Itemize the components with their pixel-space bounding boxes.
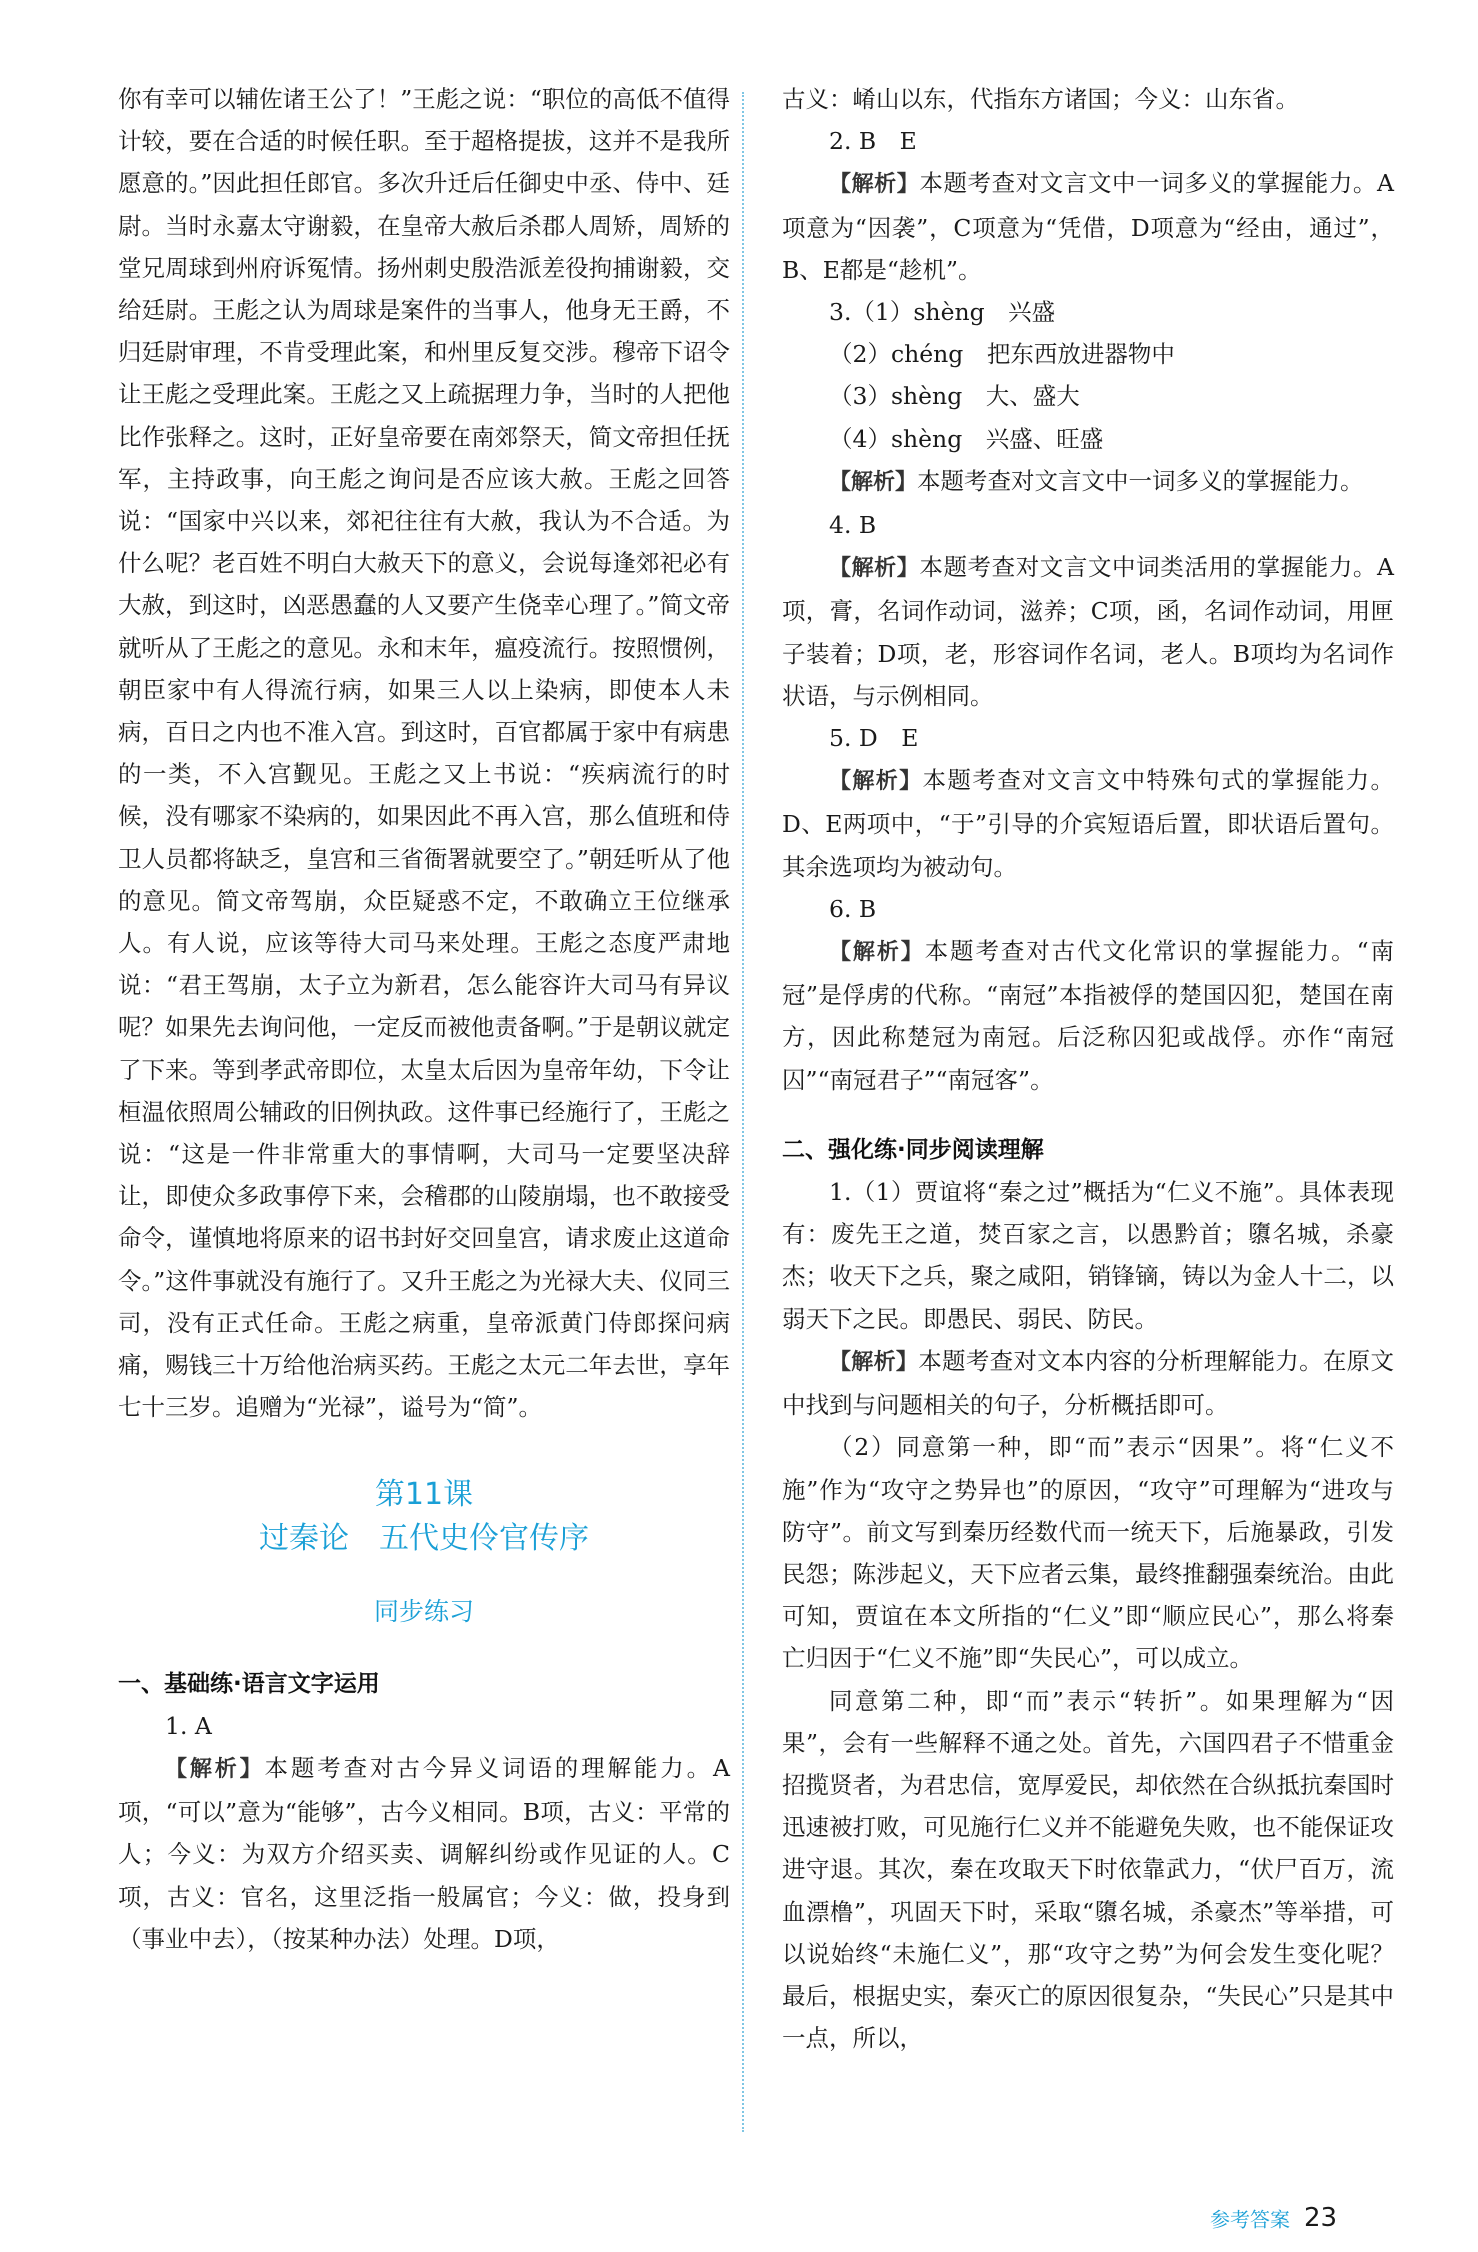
answer-1-cont: 古义：崤山以东，代指东方诸国；今义：山东省。 [782,85,1299,113]
answer-3-1: 3.（1）shèng 兴盛 [829,298,1056,327]
analysis-3 [782,460,1394,504]
section-heading-1: 一、基础练·语言文字运用 [118,1670,380,1697]
lesson-heading [118,1473,730,1633]
analysis-tag: 【解析】 [829,556,920,582]
answer-3-3: （3）shèng 大、盛大 [829,382,1080,411]
column-divider [742,92,744,2132]
answer-3-2: （2）chéng 把东西放进器物中 [829,340,1175,369]
section-heading-2: 二、强化练·同步阅读理解 [782,1136,1044,1163]
answer-6: 6. B [829,894,877,923]
passage-translation: 你有幸可以辅佐诸王公了！”王彪之说：“职位的高低不值得计较，要在合适的时候任职。至于超格提拔，这并不是我所愿意的。”因此担任郎官。多次升迁后任御史中丞、侍中、廷尉。当时永嘉太守谢毅，在皇帝大赦后杀郡人周矫，周矫的堂兄周球到州府诉冤情。扬州刺史殷浩派差役拘捕谢毅，交给廷尉。王彪之认为周球是案件的当事人，他身无王爵，不归廷尉审理，不肯受理此案，和州里反复交涉。穆帝下诏令让王彪之受理此案。王彪之又上疏据理力争，当时的人把他比作张释之。这时，正好皇帝要在南郊祭天，简文帝担任抚军，主持政事，向王彪之询问是否应该大赦。王彪之回答说：“国家中兴以来，郊祀往往有大赦，我认为不合适。为什么呢？老百姓不明白大赦天下的意义，会说每逢郊祀必有大赦，到这时，凶恶愚蠢的人又要产生侥幸心理了。”简文帝就听从了王彪之的意见。永和末年，瘟疫流行。按照惯例，朝臣家中有人得流行病，如果三人以上染病，即使本人未病，百日之内也不准入宫。到这时，百官都属于家中有病患的一类，不入宫觐见。王彪之又上书说：“疾病流行的时候，没有哪家不染病的，如果因此不再入宫，那么值班和侍卫人员都将缺乏，皇宫和三省衙署就要空了。”朝廷听从了他的意见。简文帝驾崩，众臣疑惑不定，不敢确立王位继承人。有人说，应该等待大司马来处理。王彪之态度严肃地说：“君王驾崩，太子立为新君，怎么能容许大司马有异议呢？如果先去询问他，一定反而被他责备啊。”于是朝议就定了下来。等到孝武帝即位，太皇太后因为皇帝年幼，下令让桓温依照周公辅政的旧例执政。这件事已经施行了，王彪之说：“这是一件非常重大的事情啊，大司马一定要坚决辞让，即使众多政事停下来，会稽郡的山陵崩塌，也不敢接受命令，谨慎地将原来的诏书封好交回皇宫，请求废止这道命令。”这件事就没有施行了。又升王彪之为光禄大夫、仪同三司，没有正式任命。王彪之病重，皇帝派黄门侍郎探问病痛，赐钱三十万给他治病买药。王彪之太元二年去世，享年七十三岁。追赠为“光禄”，谥号为“简”。 [118,85,730,1422]
reading-analysis-1 [782,1340,1394,1426]
analysis-2 [782,162,1394,291]
analysis-tag: 【解析】 [829,769,923,795]
footer-label: 参考答案 [1210,2207,1290,2232]
answer-5: 5. D E [829,724,919,753]
analysis-tag: 【解析】 [829,1349,919,1375]
page-number: 23 [1304,2203,1338,2233]
analysis-2-text: 本题考查对文言文中一词多义的掌握能力。A项意为“因袭”，C项意为“凭借，D项意为“经由，通过”，B、E都是“趁机”。 [782,169,1394,284]
reading-answer-3: 同意第二种，即“而”表示“转折”。如果理解为“因果”，会有一些解释不通之处。首先，六国四君子不惜重金招揽贤者，为君忠信，宽厚爱民，却依然在合纵抵抗秦国时迅速被打败，可见施行仁义并不能避免失败，也不能保证攻进守退。其次，秦在攻取天下时依靠武力，“伏尸百万，流血漂橹”，巩固天下时，采取“隳名城，杀豪杰”等举措，可以说始终“未施仁义”，那“攻守之势”为何会发生变化呢？最后，根据史实，秦灭亡的原因很复杂，“失民心”只是其中一点，所以， [782,1686,1394,2053]
left-column [118,78,730,1960]
reading-answer-2: （2）同意第一种，即“而”表示“因果”。将“仁义不施”作为“攻守之势异也”的原因，“攻守”可理解为“进攻与防守”。前文写到秦历经数代而一统天下，后施暴政，引发民怨；陈涉起义，天下应者云集，最终推翻强秦统治。由此可知，贾谊在本文所指的“仁义”即“顺应民心”，那么将秦亡归因于“仁义不施”即“失民心”，可以成立。 [782,1433,1394,1673]
answer-1: 1. A [165,1711,212,1740]
page-footer [1210,2203,1337,2233]
analysis-1-text: 本题考查对古今异义词语的理解能力。A项，“可以”意为“能够”，古今义相同。B项，古义：平常的人；今义：为双方介绍买卖、调解纠纷或作见证的人。C项，古义：官名，这里泛指一般属官；今义：做，投身到（事业中去），（按某种办法）处理。D项， [118,1753,730,1953]
answer-3-4: （4）shèng 兴盛、旺盛 [829,424,1104,453]
analysis-tag: 【解析】 [165,1756,265,1782]
sub-heading: 同步练习 [373,1596,474,1626]
analysis-1 [118,1747,730,1960]
analysis-5-text: 本题考查对文言文中特殊句式的掌握能力。D、E两项中，“于”引导的介宾短语后置，即状语后置句。其余选项均为被动句。 [782,766,1394,881]
analysis-tag: 【解析】 [829,172,920,198]
analysis-6 [782,930,1394,1101]
right-column [782,78,1394,2059]
analysis-3-text: 本题考查对文言文中一词多义的掌握能力。 [917,466,1364,495]
analysis-6-text: 本题考查对古代文化常识的掌握能力。“南冠”是俘虏的代称。“南冠”本指被俘的楚国囚犯，楚国在南方，因此称楚冠为南冠。后泛称囚犯或战俘。亦作“南冠囚”“南冠君子”“南冠客”。 [782,937,1394,1094]
reading-answer-1: 1.（1）贾谊将“秦之过”概括为“仁义不施”。具体表现有：废先王之道，焚百家之言，以愚黔首；隳名城，杀豪杰；收天下之兵，聚之咸阳，销锋镝，铸以为金人十二，以弱天下之民。即愚民、弱民、防民。 [782,1178,1394,1333]
answer-4: 4. B [829,511,877,540]
analysis-tag: 【解析】 [829,469,918,495]
reading-analysis-1-text: 本题考查对文本内容的分析理解能力。在原文中找到与问题相关的句子，分析概括即可。 [782,1346,1394,1420]
analysis-tag: 【解析】 [829,940,925,966]
lesson-title: 过秦论 五代史伶官传序 [259,1520,589,1556]
lesson-number: 第11课 [374,1476,474,1512]
answer-2: 2. B E [829,127,917,156]
analysis-4-text: 本题考查对文言文中词类活用的掌握能力。A项，膏，名词作动词，滋养；C项，函，名词作动词，用匣子装着；D项，老，形容词作名词，老人。B项均为名词作状语，与示例相同。 [782,553,1394,710]
analysis-4 [782,546,1394,717]
analysis-5 [782,759,1394,888]
